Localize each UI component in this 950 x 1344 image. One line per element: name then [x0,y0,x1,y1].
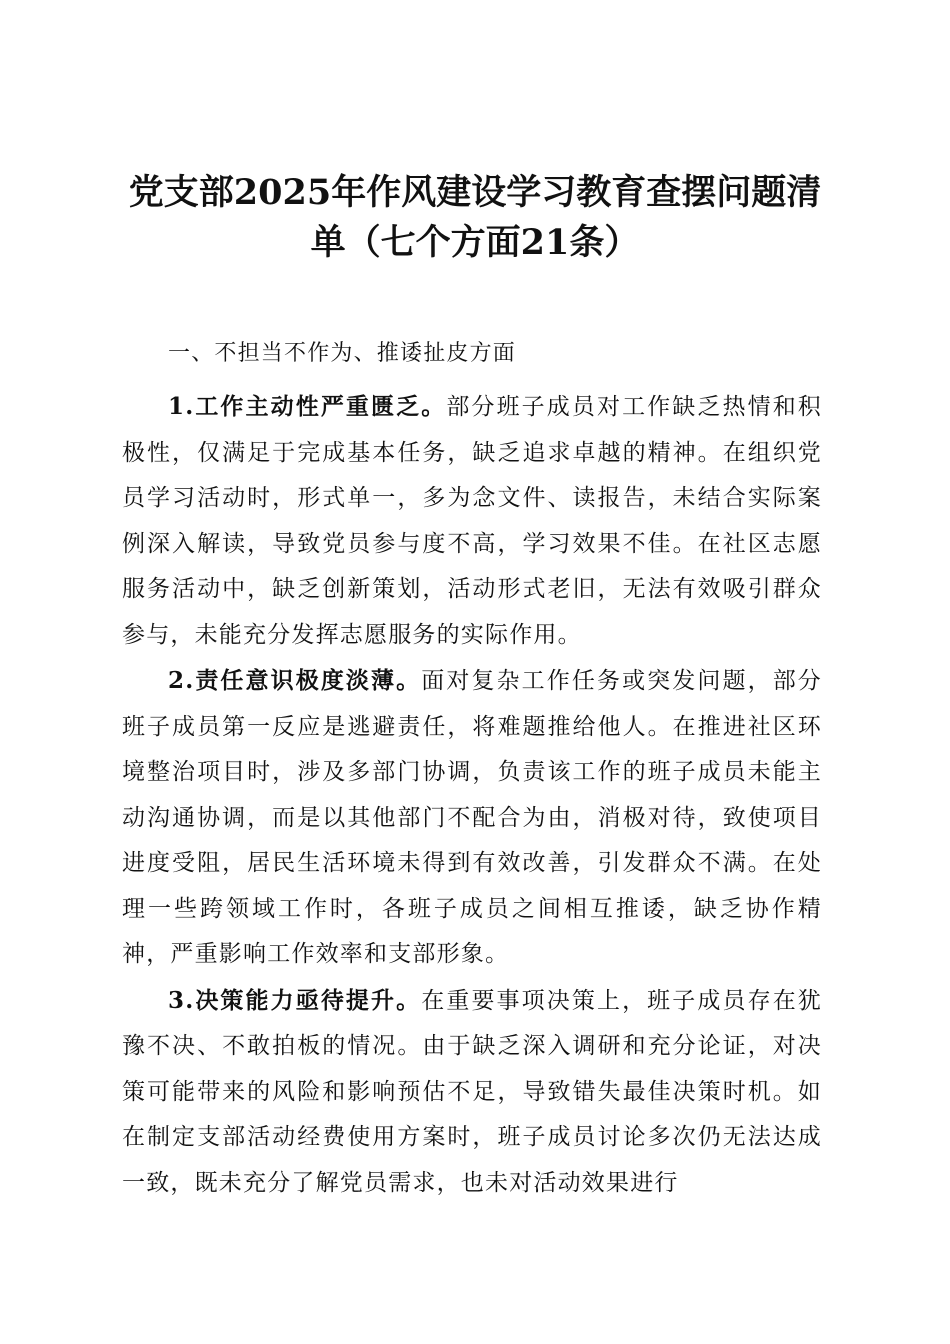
document-title [110,168,840,268]
item-lead: 1.工作主动性严重匮乏。 [168,393,447,420]
paragraph-item-2 [122,658,822,978]
paragraph-item-3 [122,978,822,1207]
paragraph-item-1 [122,384,822,658]
document-body [122,337,822,1206]
item-lead: 2.责任意识极度淡薄。 [168,667,422,694]
title-line-1: 党支部2025年作风建设学习教育查摆问题清 [128,172,822,213]
item-text: 面对复杂工作任务或突发问题，部分班子成员第一反应是逃避责任，将难题推给他人。在推进社区环境整治项目时，涉及多部门协调，负责该工作的班子成员未能主动沟通协调，而是以其他部门不配合为由，消极对待，致使项目进度受阻，居民生活环境未得到有效改善，引发群众不满。在处理一些跨领域工作时，各班子成员之间相互推诿，缺乏协作精神，严重影响工作效率和支部形象。 [122,668,822,967]
item-text: 部分班子成员对工作缺乏热情和积极性，仅满足于完成基本任务，缺乏追求卓越的精神。在组织党员学习活动时，形式单一，多为念文件、读报告，未结合实际案例深入解读，导致党员参与度不高，学习效果不佳。在社区志愿服务活动中，缺乏创新策划，活动形式老旧，无法有效吸引群众参与，未能充分发挥志愿服务的实际作用。 [122,394,823,648]
item-lead: 3.决策能力亟待提升。 [168,986,422,1014]
section-heading: 一、不担当不作为、推诿扯皮方面 [168,341,517,366]
item-text: 在重要事项决策上，班子成员存在犹豫不决、不敢拍板的情况。由于缺乏深入调研和充分论证，对决策可能带来的风险和影响预估不足，导致错失最佳决策时机。如在制定支部活动经费使用方案时，班子成员讨论多次仍无法达成一致，既未充分了解党员需求，也未对活动效果进行 [122,987,822,1196]
title-line-2: 单（七个方面21条） [310,222,640,263]
